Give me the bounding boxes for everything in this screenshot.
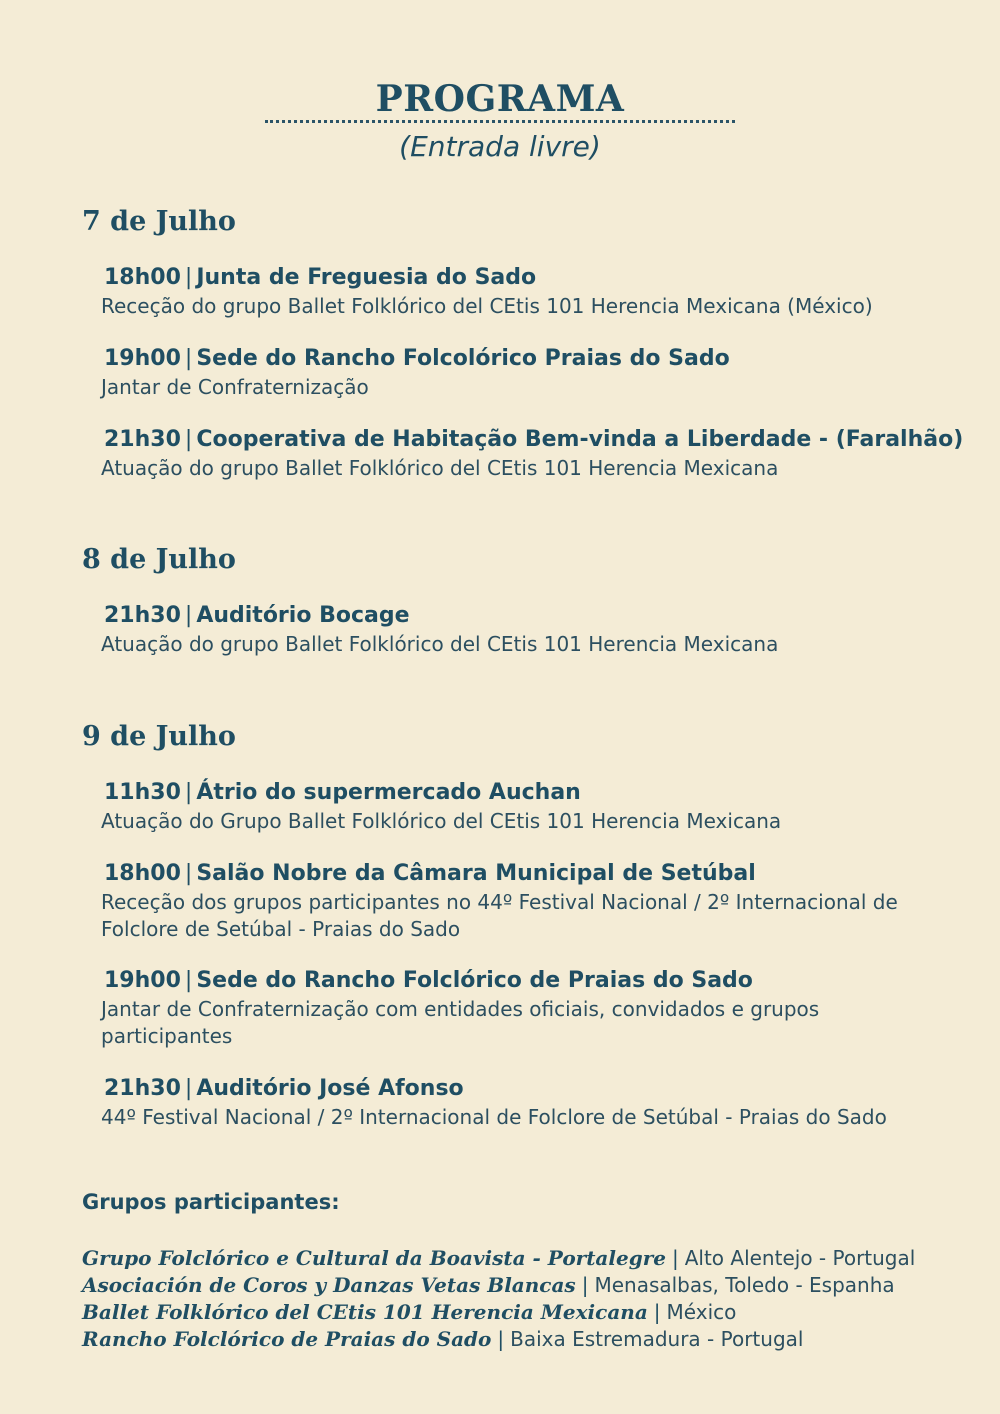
event-venue: Sede do Rancho Folcolórico Praias do Sado bbox=[196, 346, 730, 371]
group-place: Alto Alentejo - Portugal bbox=[684, 1246, 916, 1270]
event-description: Jantar de Confraternização bbox=[101, 375, 369, 399]
group-entry bbox=[82, 1300, 736, 1324]
event-description: Atuação do Grupo Ballet Folklórico del CEtis 101 Herencia Mexicana bbox=[101, 809, 782, 833]
event-separator: | bbox=[184, 603, 193, 628]
group-separator: | bbox=[581, 1273, 589, 1297]
event-separator: | bbox=[184, 346, 193, 371]
groups-heading: Grupos participantes: bbox=[82, 1190, 340, 1214]
event-separator: | bbox=[184, 968, 193, 993]
event-heading bbox=[104, 780, 581, 805]
event-separator: | bbox=[184, 861, 193, 886]
group-separator: | bbox=[671, 1246, 679, 1270]
event-time: 18h00 bbox=[104, 265, 181, 290]
group-place: México bbox=[666, 1300, 737, 1324]
group-name: Rancho Folclórico de Praias do Sado bbox=[82, 1327, 492, 1351]
event-separator: | bbox=[184, 1076, 193, 1101]
event-time: 21h30 bbox=[104, 603, 181, 628]
group-place: Baixa Estremadura - Portugal bbox=[510, 1327, 804, 1351]
event-separator: | bbox=[184, 427, 193, 452]
group-name: Asociación de Coros y Danzas Vetas Blancas bbox=[82, 1273, 576, 1297]
event-description: Receção dos grupos participantes no 44º Festival Nacional / 2º Internacional de Folclore de Setúbal - Praias do Sado bbox=[101, 890, 898, 941]
group-entry bbox=[82, 1246, 915, 1270]
event-heading bbox=[104, 1076, 464, 1101]
event-venue: Salão Nobre da Câmara Municipal de Setúbal bbox=[196, 861, 756, 886]
event-heading bbox=[104, 968, 753, 993]
event-description: Atuação do grupo Ballet Folklórico del CEtis 101 Herencia Mexicana bbox=[101, 632, 779, 656]
event-time: 19h00 bbox=[104, 346, 181, 371]
event-time: 21h30 bbox=[104, 427, 181, 452]
event-description: Jantar de Confraternização com entidades oficiais, convidados e grupos participantes bbox=[101, 997, 820, 1048]
event-heading bbox=[104, 346, 730, 371]
event-description: 44º Festival Nacional / 2º Internacional de Folclore de Setúbal - Praias do Sado bbox=[101, 1105, 887, 1129]
event-time: 18h00 bbox=[104, 861, 181, 886]
event-time: 11h30 bbox=[104, 780, 181, 805]
page-title: PROGRAMA bbox=[375, 78, 625, 120]
event-venue: Cooperativa de Habitação Bem-vinda a Liberdade - (Faralhão) bbox=[196, 427, 964, 452]
group-name: Grupo Folclórico e Cultural da Boavista - Portalegre bbox=[82, 1246, 666, 1270]
event-time: 19h00 bbox=[104, 968, 181, 993]
event-heading bbox=[104, 603, 410, 628]
event-separator: | bbox=[184, 265, 193, 290]
group-place: Menasalbas, Toledo - Espanha bbox=[594, 1273, 895, 1297]
event-time: 21h30 bbox=[104, 1076, 181, 1101]
page-subtitle: (Entrada livre) bbox=[399, 130, 601, 163]
day-heading: 9 de Julho bbox=[82, 721, 236, 752]
event-heading bbox=[104, 427, 963, 452]
group-separator: | bbox=[497, 1327, 505, 1351]
event-venue: Átrio do supermercado Auchan bbox=[196, 780, 581, 805]
group-entry bbox=[82, 1327, 803, 1351]
event-heading bbox=[104, 265, 536, 290]
event-venue: Junta de Freguesia do Sado bbox=[196, 265, 537, 290]
event-description: Atuação do grupo Ballet Folklórico del CEtis 101 Herencia Mexicana bbox=[101, 456, 779, 480]
day-heading: 8 de Julho bbox=[82, 544, 236, 575]
event-venue: Auditório José Afonso bbox=[196, 1076, 464, 1101]
event-description: Receção do grupo Ballet Folklórico del CEtis 101 Herencia Mexicana (México) bbox=[101, 294, 873, 318]
day-heading: 7 de Julho bbox=[82, 206, 236, 237]
dotted-divider bbox=[265, 120, 735, 123]
event-separator: | bbox=[184, 780, 193, 805]
group-separator: | bbox=[653, 1300, 661, 1324]
group-entry bbox=[82, 1273, 895, 1297]
event-venue: Auditório Bocage bbox=[196, 603, 410, 628]
event-heading bbox=[104, 861, 756, 886]
event-venue: Sede do Rancho Folclórico de Praias do Sado bbox=[196, 968, 753, 993]
group-name: Ballet Folklórico del CEtis 101 Herencia Mexicana bbox=[82, 1300, 648, 1324]
